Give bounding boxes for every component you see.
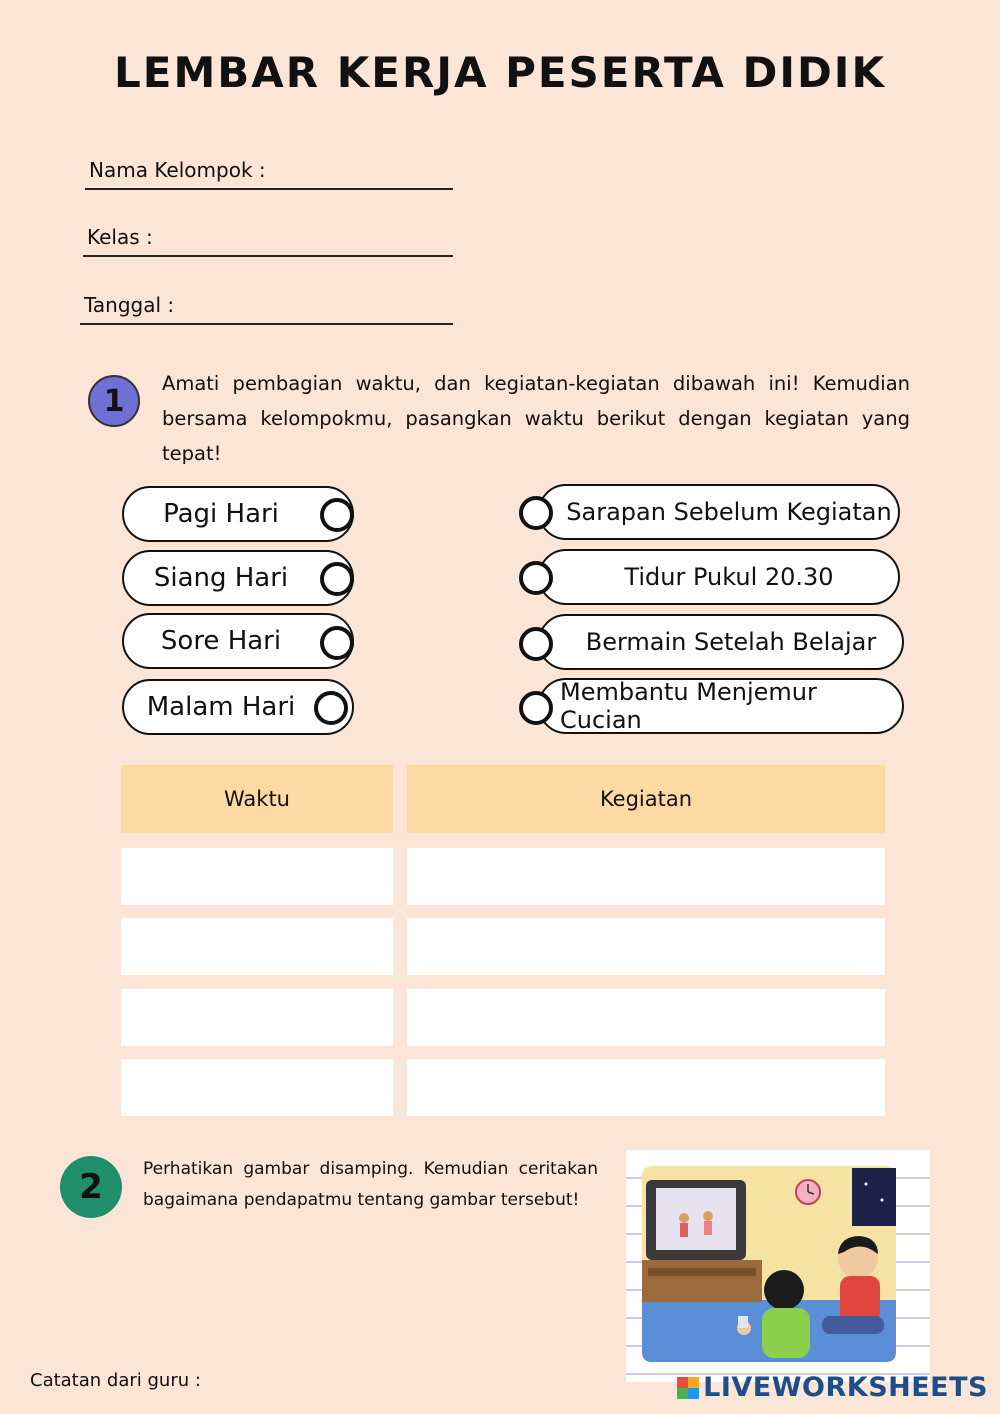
illustration-children-watching-tv bbox=[626, 1150, 930, 1382]
answer-activity-cell[interactable] bbox=[407, 1059, 885, 1116]
class-field[interactable] bbox=[83, 225, 453, 257]
activity-option[interactable] bbox=[538, 484, 900, 540]
group-name-field[interactable] bbox=[85, 158, 453, 190]
time-label: Sore Hari bbox=[160, 626, 282, 656]
group-name-label: Nama Kelompok : bbox=[89, 158, 266, 182]
answer-activity-cell[interactable] bbox=[407, 989, 885, 1046]
match-connector-dot[interactable] bbox=[314, 691, 348, 725]
match-connector-dot[interactable] bbox=[519, 561, 553, 595]
match-connector-dot[interactable] bbox=[519, 691, 553, 725]
match-connector-dot[interactable] bbox=[519, 496, 553, 530]
date-field[interactable] bbox=[80, 293, 453, 325]
activity-option[interactable] bbox=[538, 549, 900, 605]
answer-time-cell[interactable] bbox=[121, 989, 393, 1046]
class-label: Kelas : bbox=[87, 225, 153, 249]
match-connector-dot[interactable] bbox=[320, 562, 354, 596]
activity-label: Bermain Setelah Belajar bbox=[585, 628, 877, 656]
question-2-badge: 2 bbox=[60, 1156, 122, 1218]
question-2-text: Perhatikan gambar disamping. Kemudian ceritakan bagaimana pendapatmu tentang gambar tersebut! bbox=[143, 1159, 598, 1210]
activity-option[interactable] bbox=[538, 614, 904, 670]
match-connector-dot[interactable] bbox=[320, 626, 354, 660]
liveworksheets-logo-icon bbox=[677, 1377, 699, 1399]
activity-option[interactable] bbox=[538, 678, 904, 734]
activity-label: Membantu Menjemur Cucian bbox=[560, 678, 817, 734]
table-header-time: Waktu bbox=[121, 765, 393, 833]
time-label: Malam Hari bbox=[146, 692, 296, 722]
answer-activity-cell[interactable] bbox=[407, 918, 885, 975]
question-1-badge: 1 bbox=[88, 375, 140, 427]
activity-label: Sarapan Sebelum Kegiatan bbox=[566, 498, 892, 526]
time-label: Pagi Hari bbox=[163, 499, 279, 529]
worksheet-title: LEMBAR KERJA PESERTA DIDIK bbox=[114, 48, 886, 97]
answer-activity-cell[interactable] bbox=[407, 848, 885, 905]
activity-label: Tidur Pukul 20.30 bbox=[624, 563, 834, 591]
table-header-activity: Kegiatan bbox=[407, 765, 885, 833]
answer-time-cell[interactable] bbox=[121, 918, 393, 975]
answer-time-cell[interactable] bbox=[121, 848, 393, 905]
match-connector-dot[interactable] bbox=[519, 627, 553, 661]
question-1-text: Amati pembagian waktu, dan kegiatan-kegiatan dibawah ini! Kemudian bersama kelompokmu, pasangkan waktu berikut dengan kegiatan yang tepat! bbox=[162, 372, 910, 465]
brand-name: LIVEWORKSHEETS bbox=[703, 1372, 988, 1403]
time-label: Siang Hari bbox=[153, 563, 289, 593]
tv-scene-illustration bbox=[626, 1150, 930, 1382]
answer-time-cell[interactable] bbox=[121, 1059, 393, 1116]
match-connector-dot[interactable] bbox=[320, 498, 354, 532]
liveworksheets-logo[interactable] bbox=[677, 1372, 988, 1403]
date-label: Tanggal : bbox=[84, 293, 175, 317]
teacher-notes-label: Catatan dari guru : bbox=[30, 1370, 201, 1391]
